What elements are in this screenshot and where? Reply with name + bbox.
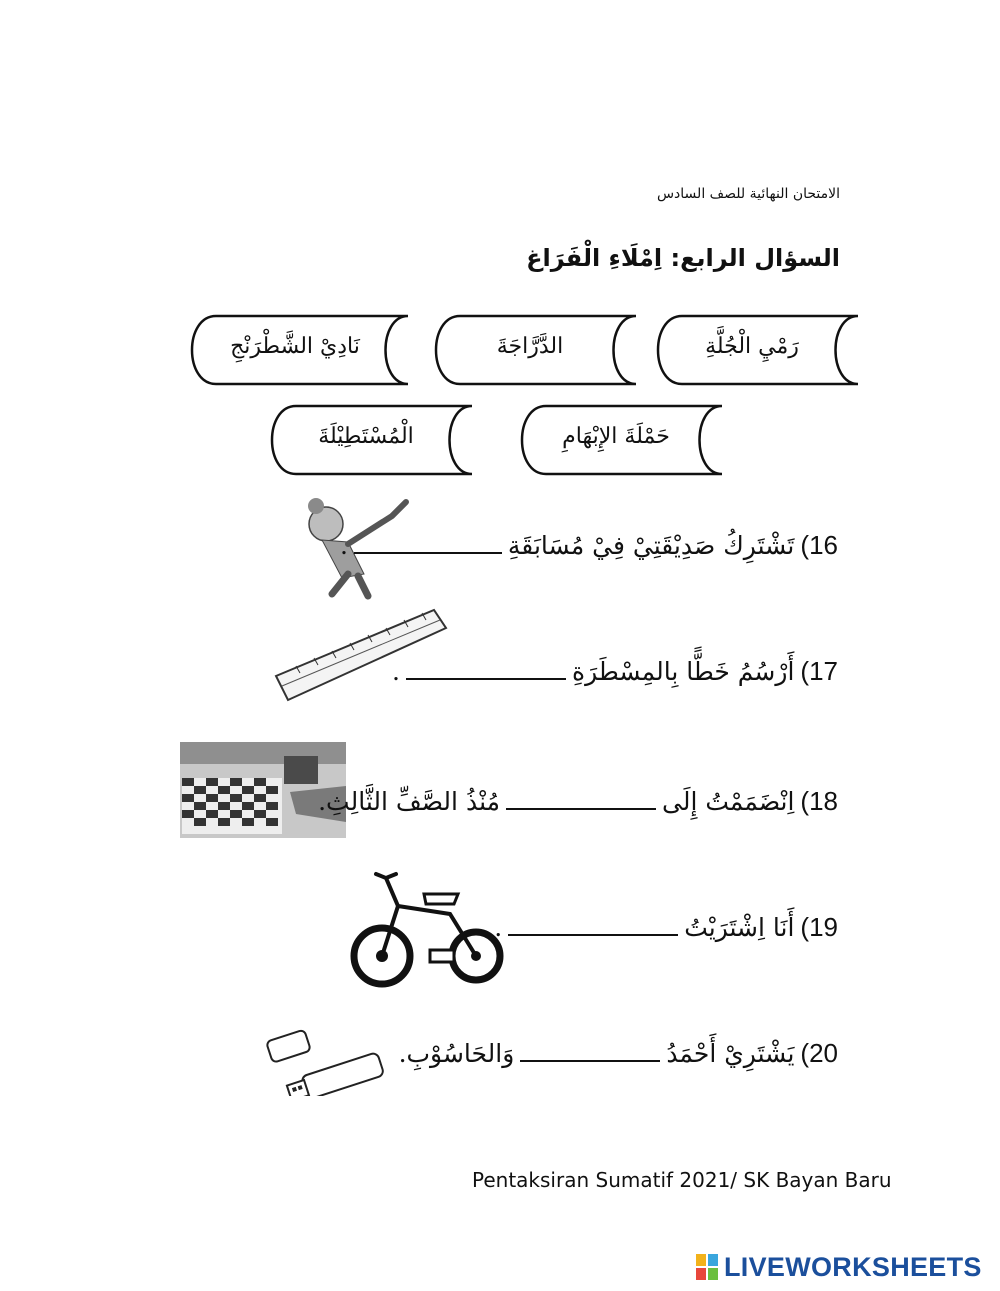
word-bank-label: حَمْلَةَ الإِبْهَامِ <box>562 424 670 449</box>
word-bank-label: الدَّرَّاجَةَ <box>496 334 564 359</box>
question-text: اِنْضَمَمْتُ إِلَى <box>662 787 795 816</box>
question-18 <box>318 786 838 817</box>
question-17 <box>392 656 838 687</box>
liveworksheets-logo-icon <box>696 1254 720 1282</box>
question-ending: . <box>392 657 400 686</box>
usb-drive-icon <box>262 1024 392 1096</box>
answer-blank[interactable] <box>406 662 566 680</box>
question-ending: وَالحَاسُوْبِ. <box>398 1039 515 1068</box>
answer-blank[interactable] <box>354 536 502 554</box>
word-bank-item <box>260 404 472 476</box>
word-bank-item <box>646 314 858 386</box>
question-number: 18) <box>800 786 838 816</box>
word-bank-label: رَمْيِ الْجُلَّةِ <box>705 334 799 359</box>
question-ending: . <box>494 913 503 942</box>
answer-blank[interactable] <box>506 792 656 810</box>
question-number: 16) <box>800 530 838 560</box>
word-bank-item <box>424 314 636 386</box>
question-text: أَنَا اِشْتَرَيْتُ <box>684 913 795 942</box>
bicycle-icon <box>346 866 506 990</box>
word-bank-item <box>510 404 722 476</box>
question-text: أَرْسُمُ خَطًّا بِالمِسْطَرَةِ <box>571 657 795 686</box>
answer-blank[interactable] <box>508 918 678 936</box>
question-ending: . <box>339 531 348 560</box>
brand-name: LIVEWORKSHEETS <box>724 1252 982 1282</box>
question-number: 19) <box>800 912 838 942</box>
footer-text: Pentaksiran Sumatif 2021/ SK Bayan Baru <box>472 1168 892 1192</box>
exam-title: الامتحان النهائية للصف السادس <box>656 186 840 202</box>
brand-logo[interactable] <box>696 1252 982 1283</box>
question-text: تَشْتَرِكُ صَدِيْقَتِيْ فِيْ مُسَابَقَةِ <box>507 531 795 560</box>
question-number: 17) <box>800 656 838 686</box>
word-bank-item <box>180 314 410 386</box>
question-heading: السؤال الرابع: اِمْلَاءِ الْفَرَاغ <box>526 244 840 272</box>
question-19 <box>494 912 838 943</box>
question-16 <box>340 530 838 561</box>
answer-blank[interactable] <box>520 1044 660 1062</box>
question-20 <box>399 1038 838 1069</box>
question-ending: مُنْذُ الصَّفِّ الثَّالِثِ. <box>318 787 501 816</box>
word-bank-label: الْمُسْتَطِيْلَةَ <box>318 424 414 449</box>
question-number: 20) <box>800 1038 838 1068</box>
word-bank-label: نَادِيْ الشَّطْرَنْجِ <box>230 334 360 359</box>
question-text: يَشْتَرِيْ أَحْمَدُ <box>666 1039 795 1068</box>
